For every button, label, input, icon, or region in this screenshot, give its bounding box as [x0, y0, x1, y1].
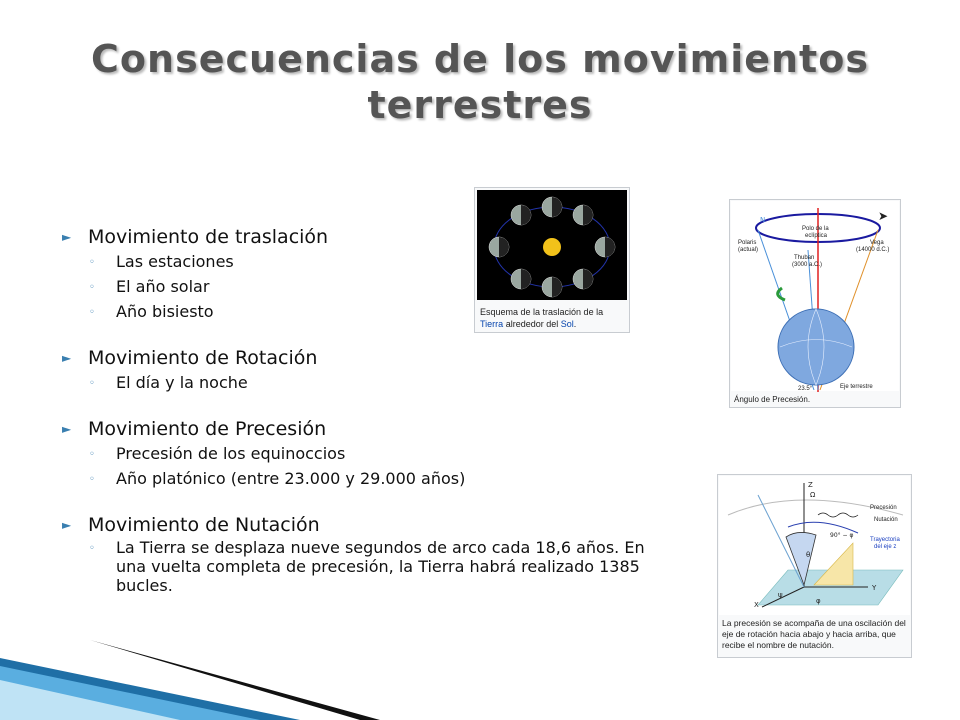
sub-bullet-icon: ◦	[89, 282, 95, 293]
orbit-diagram	[477, 190, 627, 300]
bullet-arrow-icon: ►	[62, 351, 72, 365]
label-vega: Vega	[870, 240, 884, 246]
figure-caption	[480, 306, 628, 330]
sub-item: El año solar	[116, 277, 210, 296]
axis-y-label: Y	[872, 584, 877, 592]
label-nutacion: Nutación	[874, 517, 898, 523]
bullet-nutacion	[62, 512, 682, 595]
sub-item: La Tierra se desplaza nueve segundos de arco cada 18,6 años. En una vuelta completa de precesión, la Tierra habrá realizado 1385 bucles.	[116, 538, 645, 595]
caption-text: .	[573, 319, 577, 329]
sub-bullet-icon: ◦	[89, 378, 95, 389]
sub-bullet-icon: ◦	[89, 474, 95, 485]
label-actual: (actual)	[738, 247, 759, 253]
label-eje-z: del eje z	[874, 544, 897, 550]
sub-bullet-icon: ◦	[89, 449, 95, 460]
phi-label: φ	[816, 597, 821, 605]
caption-text: alrededor del	[505, 319, 559, 329]
label-vega-date: (14000 d.C.)	[856, 247, 890, 253]
bullet-arrow-icon: ►	[62, 518, 72, 532]
label-thuban: Thuban	[794, 255, 815, 261]
north-label: N	[760, 216, 766, 224]
label-ecliptica: eclíptica	[805, 233, 828, 239]
label-eje: Eje terrestre	[840, 384, 873, 390]
axis-x-label: X	[754, 601, 759, 609]
label-polaris: Polaris	[738, 240, 757, 246]
title-line-2: terrestres	[367, 83, 593, 127]
sub-bullet-icon: ◦	[89, 257, 95, 268]
nutation-diagram	[718, 475, 911, 615]
angle-label: 90° − φ	[830, 532, 854, 539]
figure-caption: Ángulo de Precesión.	[734, 395, 811, 404]
label-precesion: Precesión	[870, 505, 897, 511]
caption-link-sol[interactable]: Sol	[560, 319, 574, 329]
bullet-label: Movimiento de Rotación	[88, 347, 318, 369]
decorative-wedge	[0, 640, 960, 720]
title-line-1: Consecuencias de los movimientos	[91, 37, 869, 81]
label-trayectoria: Trayectoria	[870, 537, 900, 543]
sun-icon	[543, 238, 561, 256]
sub-bullet-icon: ◦	[89, 307, 95, 318]
sub-item: Las estaciones	[116, 252, 234, 271]
figure-nutacion	[717, 474, 912, 658]
figure-precesion	[729, 199, 901, 408]
figure-caption: La precesión se acompaña de una oscilación del eje de rotación hacia abajo y hacia arriba, que recibe el nombre de nutación.	[722, 618, 906, 650]
precession-diagram	[730, 200, 900, 392]
caption-text: Esquema de la traslación de la	[480, 307, 604, 317]
sub-bullet-icon: ◦	[89, 543, 95, 554]
bullet-precesion	[62, 416, 682, 492]
bullet-label: Movimiento de traslación	[88, 226, 329, 248]
label-polo: Polo de la	[802, 226, 829, 232]
bullet-rotacion	[62, 345, 682, 396]
caption-link-tierra[interactable]: Tierra	[480, 319, 504, 329]
bullet-arrow-icon: ►	[62, 230, 72, 244]
omega-label: Ω	[810, 491, 816, 499]
bullet-label: Movimiento de Nutación	[88, 514, 320, 536]
bullet-label: Movimiento de Precesión	[88, 418, 327, 440]
sub-item: El día y la noche	[116, 373, 248, 392]
sub-item: Precesión de los equinoccios	[116, 444, 346, 463]
axis-z-label: Z	[808, 481, 813, 489]
sub-item: Año bisiesto	[116, 302, 214, 321]
figure-traslacion	[474, 187, 630, 333]
label-angle: 23.5°	[798, 386, 813, 392]
bullet-arrow-icon: ►	[62, 422, 72, 436]
pointer-icon: ➤	[878, 209, 889, 223]
slide-title	[60, 36, 900, 128]
sub-item: Año platónico (entre 23.000 y 29.000 años)	[116, 469, 466, 488]
globe-icon	[778, 309, 854, 385]
theta-label: θ	[806, 551, 811, 559]
psi-label: ψ	[778, 591, 783, 599]
label-thuban-date: (3000 a.C.)	[792, 262, 823, 268]
